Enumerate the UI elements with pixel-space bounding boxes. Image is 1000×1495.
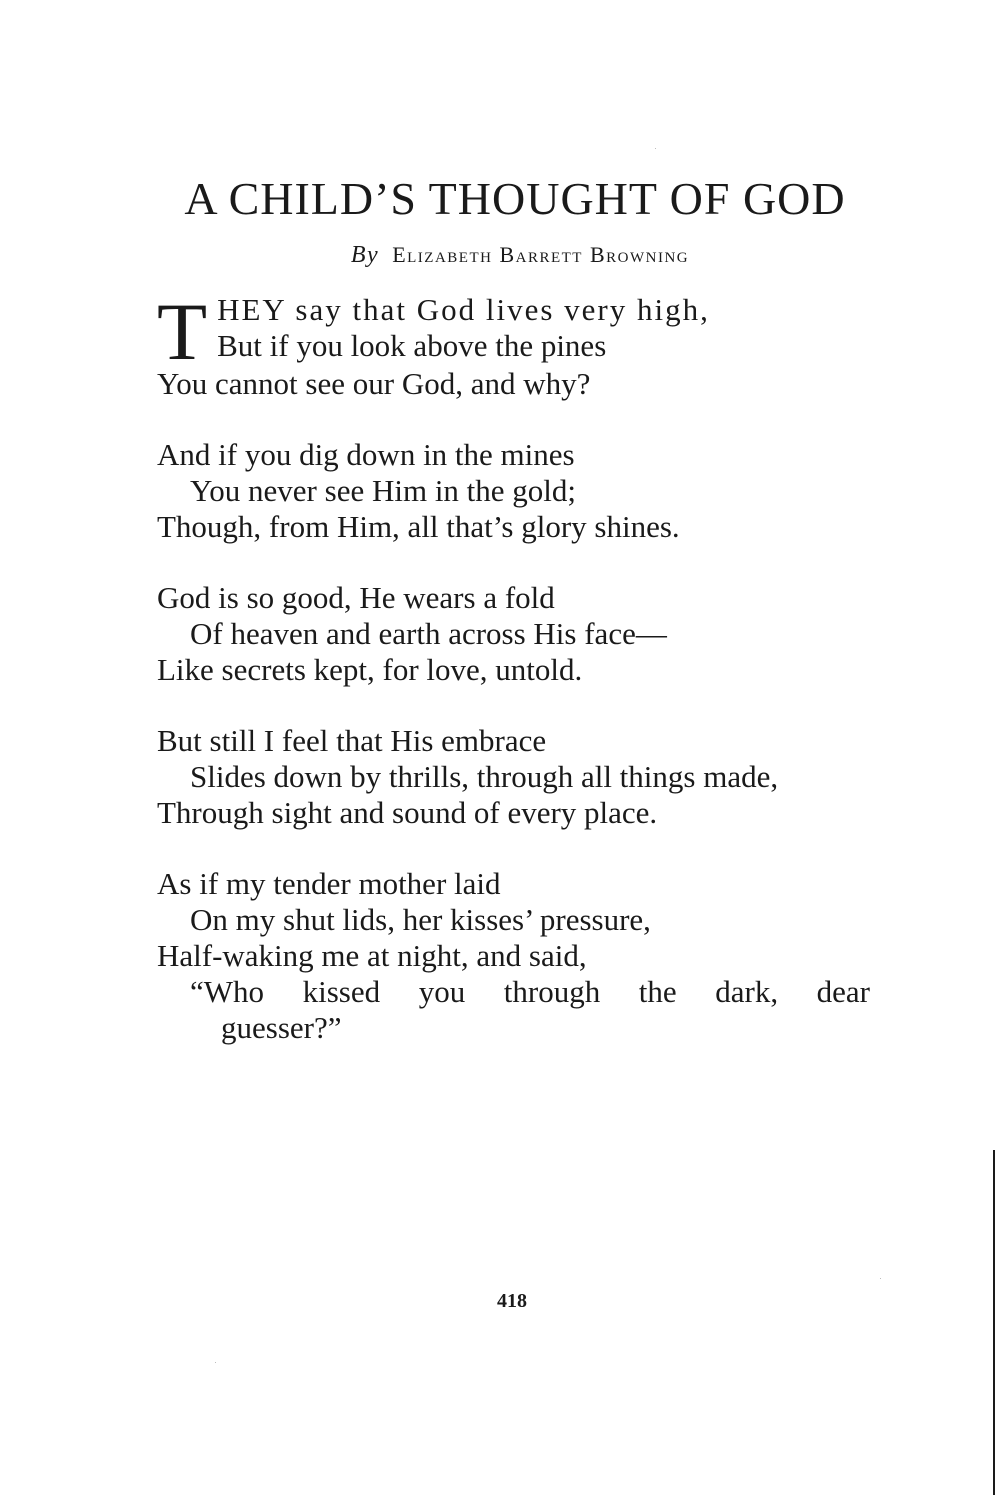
poem-word: you [418,974,466,1009]
poem-line: Slides down by thrills, through all things made, [190,759,779,794]
poem-word: the [638,974,677,1009]
poem-line [157,328,877,364]
poem-word: through [503,974,601,1009]
poem-line: You never see Him in the gold; [190,473,577,508]
poem-line: Like secrets kept, for love, untold. [157,652,583,687]
poem-line: You cannot see our God, and why? [157,366,591,401]
poem-word: dear [816,974,870,1009]
poem-line: God is so good, He wears a fold [157,580,555,615]
stanza-5 [157,866,877,1046]
author-name: Elizabeth Barrett Browning [392,242,690,267]
stanza-2 [157,437,877,545]
poem-line: Though, from Him, all that’s glory shines. [157,509,680,544]
poem-body [157,286,877,1081]
scan-speck [215,1362,216,1363]
stanza-4 [157,723,877,831]
justified-line [190,974,870,1010]
poem-line: HEY say that God lives very high, [217,292,710,327]
scan-speck [880,1278,881,1279]
stanza-1 [157,286,877,402]
poem-line: But still I feel that His embrace [157,723,547,758]
stanza-3 [157,580,877,688]
poem-line [157,974,877,1010]
scan-speck [655,148,656,149]
page-number: 418 [497,1290,527,1312]
poem-line: Through sight and sound of every place. [157,795,658,830]
byline-by: By [350,242,380,268]
poem-title: A CHILD’S THOUGHT OF GOD [184,173,846,224]
poem-word: kissed [302,974,381,1009]
byline [0,242,1000,269]
poem-line: As if my tender mother laid [157,866,501,901]
poem-line: On my shut lids, her kisses’ pressure, [190,902,651,937]
poem-word: dark, [715,974,779,1009]
poem-line: Of heaven and earth across His face— [190,616,667,651]
poem-line: guesser?” [221,1010,342,1045]
poem-line: And if you dig down in the mines [157,437,575,472]
poem-word: “Who [190,974,265,1009]
poem-line: Half-waking me at night, and said, [157,938,587,973]
poem-line-text: But if you look above the pines [217,328,607,363]
drop-cap: T [157,286,208,377]
scan-edge-divider [993,1150,995,1495]
